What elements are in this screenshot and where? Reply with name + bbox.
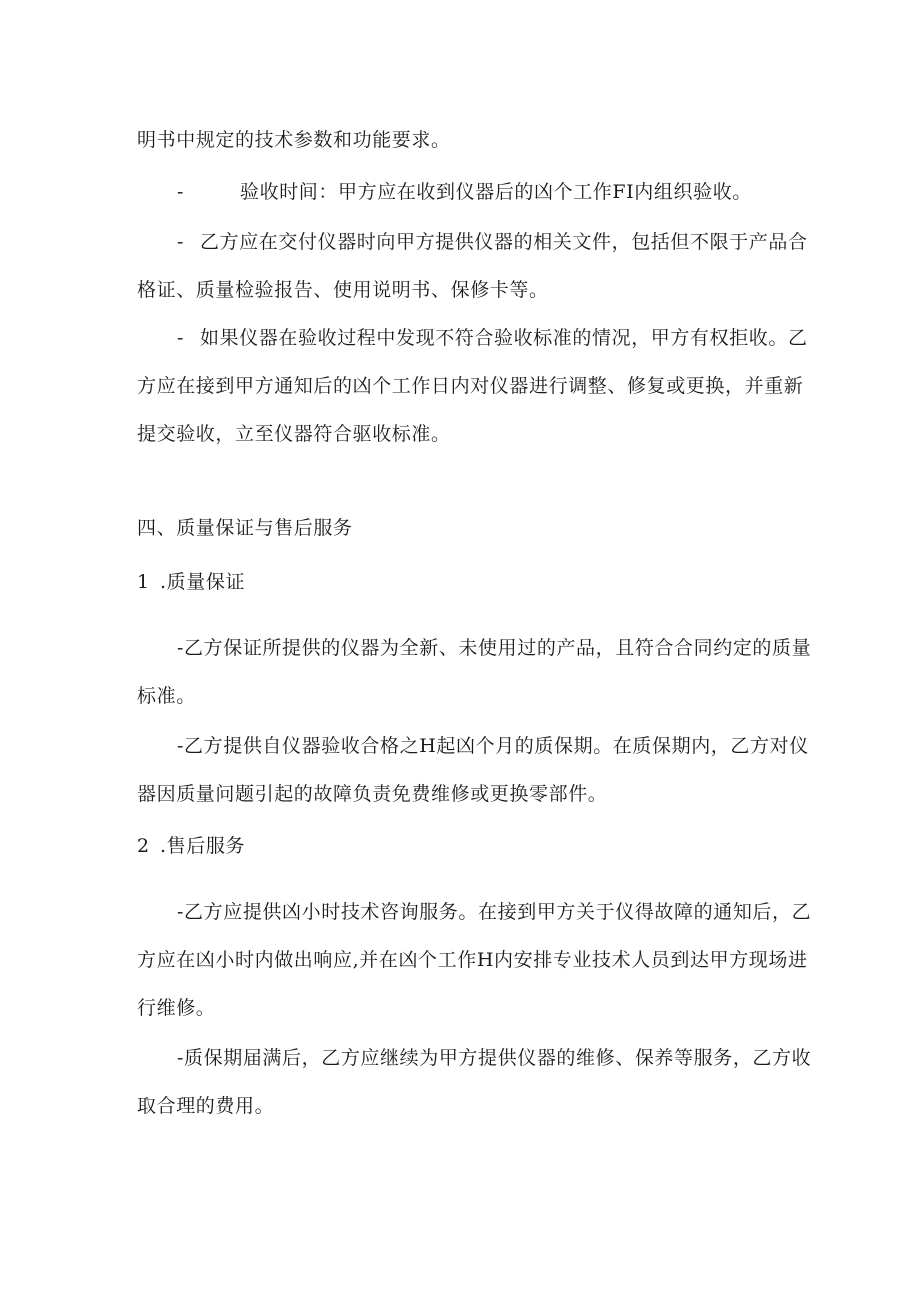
bullet-dash: - bbox=[177, 181, 185, 203]
paragraph-line: 行维修。 bbox=[137, 997, 216, 1019]
paragraph-line: 格证、质量检验报告、使用说明书、保修卡等。 bbox=[137, 279, 549, 301]
section-heading: 四、质量保证与售后服务 bbox=[137, 517, 353, 539]
paragraph-line: 乙方应在交付仪器时向甲方提供仪器的相关文件，包括但不限于产品合 bbox=[200, 231, 808, 253]
paragraph-line: -乙方应提供凶小时技术咨询服务。在接到甲方关于仪得故障的通知后，乙 bbox=[177, 901, 812, 923]
paragraph-line: 明书中规定的技术参数和功能要求。 bbox=[137, 129, 451, 151]
paragraph-line: 标准。 bbox=[137, 685, 196, 707]
paragraph-line: 验收时间：甲方应在收到仪器后的凶个工作FI内组织验收。 bbox=[240, 181, 752, 203]
paragraph-line: -乙方保证所提供的仪器为全新、未使用过的产品，且符合合同约定的质量 bbox=[177, 637, 812, 659]
paragraph-line: 提交验收，立至仪器符合驱收标准。 bbox=[137, 423, 451, 445]
bullet-dash: - bbox=[177, 231, 185, 253]
subsection-title: .质量保证 bbox=[160, 571, 246, 593]
subsection-title: .售后服务 bbox=[160, 835, 246, 857]
paragraph-line: 如果仪器在验收过程中发现不符合验收标准的情况，甲方有权拒收。乙 bbox=[200, 327, 808, 349]
paragraph-line: 取合理的费用。 bbox=[137, 1095, 275, 1117]
paragraph-line: 方应在凶小时内做出响应,并在凶个工作H内安排专业技术人员到达甲方现场进 bbox=[137, 949, 808, 971]
paragraph-line: 器因质量问题引起的故障负责免费维修或更换零部件。 bbox=[137, 783, 608, 805]
bullet-dash: - bbox=[177, 327, 185, 349]
subsection-number: 2 bbox=[137, 835, 150, 857]
paragraph-line: 方应在接到甲方通知后的凶个工作日内对仪器进行调整、修复或更换，并重新 bbox=[137, 375, 804, 397]
paragraph-line: -质保期届满后，乙方应继续为甲方提供仪器的维修、保养等服务，乙方收 bbox=[177, 1047, 812, 1069]
subsection-number: 1 bbox=[137, 571, 150, 593]
paragraph-line: -乙方提供自仪器验收合格之H起凶个月的质保期。在质保期内，乙方对仪 bbox=[177, 735, 809, 757]
